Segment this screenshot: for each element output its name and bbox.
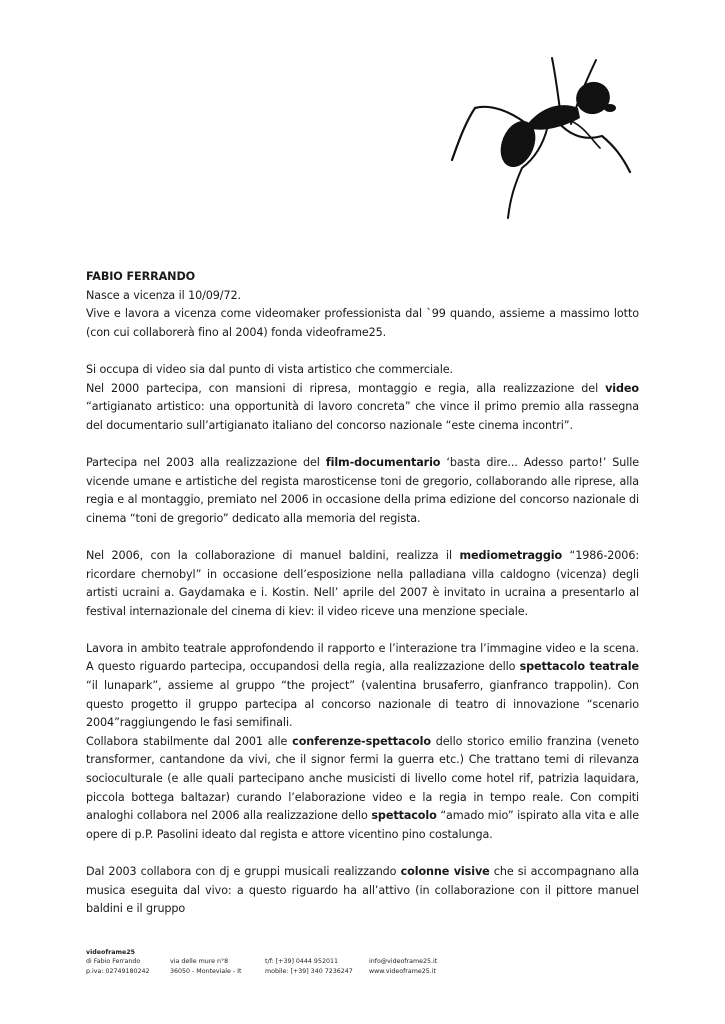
footer-email[interactable]: info@videoframe25.it [369,958,438,966]
footer-contacts [369,957,437,976]
footer-phones [265,957,353,976]
bio-p6: Dal 2003 collabora con dj e gruppi musicali realizzando colonne visive che si accompagnano alla musica eseguita dal vivo: a questo riguardo ha all’attivo (in collaborazione con il pittore manuel baldini e il gruppo [86,865,640,916]
bio-p4: Nel 2006, con la collaborazione di manuel baldini, realizza il mediometraggio “1986-2006: ricordare chernobyl” in occasione dell’esposizione nella palladiana villa caldogno (vicenza) degli artisti ucraini a. Gaydamaka e i. Kostin. Nell’ aprile del 2007 è invitato in ucraina a presentarlo al festival internazionale del cinema di kiev: il video riceve una menzione speciale. [86,548,640,618]
bio-p2a: Si occupa di video sia dal punto di vista artistico che commerciale. [86,362,453,376]
bio-p3: Partecipa nel 2003 alla realizzazione del film-documentario ‘basta dire... Adesso parto!’ Sulle vicende umane e artistiche del regista marosticense toni de gregorio, collaborando alle riprese, alla regia e al montaggio, premiato nel 2006 in occasione della prima edizione del concorso nazionale di cinema “toni de gregorio” dedicato alla memoria del regista. [86,455,639,525]
footer-owner: di Fabio Ferrando [86,958,141,966]
bio-name: FABIO FERRANDO [86,270,196,283]
footer-street: via delle mure n°8 [170,958,229,966]
footer-company [86,948,150,976]
footer-phone: t/f: [+39] 0444 952011 [265,958,338,966]
bio-intro: Vive e lavora a vicenza come videomaker professionista dal `99 quando, assieme a massimo lotto (con cui collaborerà fino al 2004) fonda videoframe25. [86,307,639,339]
bio-birth: Nasce a vicenza il 10/09/72. [86,288,241,302]
footer-brand: videoframe25 [86,949,136,956]
footer-vat: p.iva: 02749180242 [86,967,150,975]
footer-mobile: mobile: [+39] 340 7236247 [265,967,353,975]
footer-address [170,957,242,976]
footer-city: 36050 - Monteviale - It [170,967,242,975]
footer-web[interactable]: www.videoframe25.it [369,967,436,975]
ant-logo-icon [440,48,640,223]
bio-p2b: Nel 2000 partecipa, con mansioni di ripresa, montaggio e regia, alla realizzazione del video “artigianato artistico: una opportunità di lavoro concreta” che vince il primo premio alla rassegna del documentario sull’artigianato italiano del concorso nazionale “este cinema incontri”. [86,381,639,432]
bio-p5: Lavora in ambito teatrale approfondendo il rapporto e l’interazione tra l’immagine video e la scena. A questo riguardo partecipa, occupandosi della regia, alla realizzazione dello spettacolo teatrale “il lunapark”, assieme al gruppo “the project” (valentina brusaferro, gianfranco trappolin). Con questo progetto il gruppo partecipa al concorso nazionale di teatro di innovazione “scenario 2004”raggiungendo le fasi semifinali. Collabora stabilmente dal 2001 alle conferenze-spettacolo dello storico emilio franzina (veneto transformer, cantandone da vivi, che il signor fermi la guerra etc.) Che trattano temi di rilevanza socioculturale (e alle quali partecipano anche musicisti di livello come hotel rif, patrizia laquidara, piccola bottega baltazar) curando l’elaborazione video e la regia in tempo reale. Con compiti analoghi collabora nel 2006 alla realizzazione dello spettacolo “amado mio” ispirato alla vita e alle opere di p.P. Pasolini ideato dal regista e attore vicentino pino costalunga. [86,641,639,841]
biography [86,268,639,937]
